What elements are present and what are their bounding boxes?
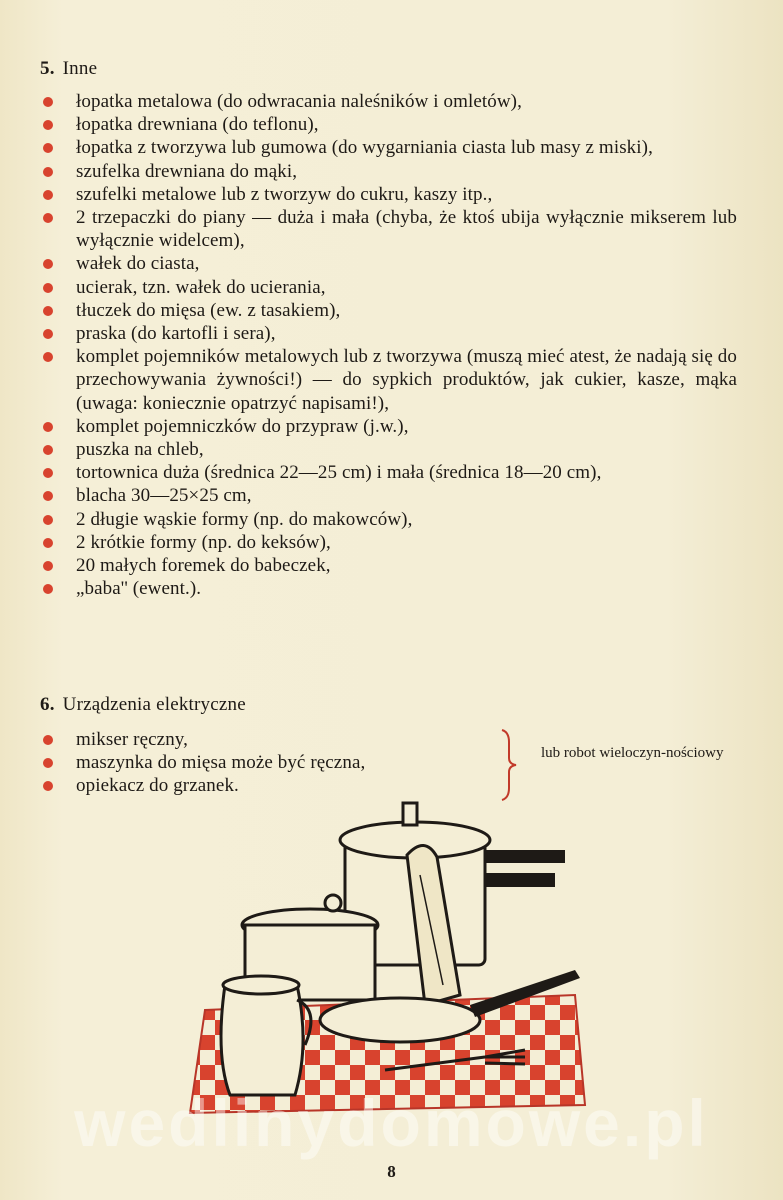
bullet-icon [43,259,53,269]
kitchenware-illustration [185,795,605,1125]
bullet-icon [43,584,53,594]
section-5-list [40,90,737,600]
list-item: maszynka do mięsa może być ręczna, [40,751,490,774]
bullet-icon [43,538,53,548]
bullet-icon [43,515,53,525]
list-item: łopatka metalowa (do odwracania naleśników i omletów), [40,90,737,113]
list-item: komplet pojemniczków do przypraw (j.w.), [40,415,737,438]
bullet-icon [43,781,53,791]
bullet-icon [43,97,53,107]
list-item: opiekacz do grzanek. [40,774,490,797]
bullet-icon [43,283,53,293]
page-number: 8 [387,1162,396,1181]
list-item: 2 krótkie formy (np. do keksów), [40,531,737,554]
list-item: „baba'' (ewent.). [40,577,737,600]
bullet-icon [43,352,53,362]
section-5-title: Inne [62,58,98,79]
list-item: 2 trzepaczki do piany — duża i mała (chyba, że ktoś ubija wyłącznie mikserem lub wyłącznie widelcem), [40,206,737,252]
bullet-icon [43,735,53,745]
list-item: mikser ręczny, [40,728,490,751]
list-item: praska (do kartofli i sera), [40,322,737,345]
curly-brace-icon [494,728,520,802]
list-item: puszka na chleb, [40,438,737,461]
bullet-icon [43,758,53,768]
bullet-icon [43,143,53,153]
section-6-title: Urządzenia elektryczne [62,694,246,715]
bullet-icon [43,491,53,501]
list-item: ucierak, tzn. wałek do ucierania, [40,276,737,299]
section-5-number: 5. [40,58,55,79]
list-item: łopatka z tworzywa lub gumowa (do wygarniania ciasta lub masy z miski), [40,136,737,159]
bullet-icon [43,468,53,478]
bullet-icon [43,329,53,339]
list-item: tortownica duża (średnica 22—25 cm) i mała (średnica 18—20 cm), [40,461,737,484]
list-item: blacha 30—25×25 cm, [40,484,737,507]
section-6-number: 6. [40,694,55,715]
bullet-icon [43,190,53,200]
list-item: komplet pojemników metalowych lub z tworzywa (muszą mieć atest, że nadają się do przechowywania żywności!) — do sypkich produktów, jak cukier, kasze, mąka (uwaga: koniecznie opatrzyć napisami!), [40,345,737,415]
brace-note: lub robot wieloczyn-nościowy [541,745,724,761]
bullet-icon [43,120,53,130]
list-item: 2 długie wąskie formy (np. do makowców), [40,508,737,531]
bullet-icon [43,213,53,223]
list-item: 20 małych foremek do babeczek, [40,554,737,577]
section-5-heading [40,58,97,80]
list-item: szufelka drewniana do mąki, [40,160,737,183]
list-item: łopatka drewniana (do teflonu), [40,113,737,136]
bullet-icon [43,422,53,432]
bullet-icon [43,445,53,455]
list-item: tłuczek do mięsa (ew. z tasakiem), [40,299,737,322]
bullet-icon [43,167,53,177]
bullet-icon [43,306,53,316]
section-6-heading [40,694,246,716]
list-item: szufelki metalowe lub z tworzyw do cukru, kaszy itp., [40,183,737,206]
list-item: wałek do ciasta, [40,252,737,275]
section-6-list [40,728,490,798]
bullet-icon [43,561,53,571]
watermark: wedlinydomowe.pl [74,1086,709,1160]
